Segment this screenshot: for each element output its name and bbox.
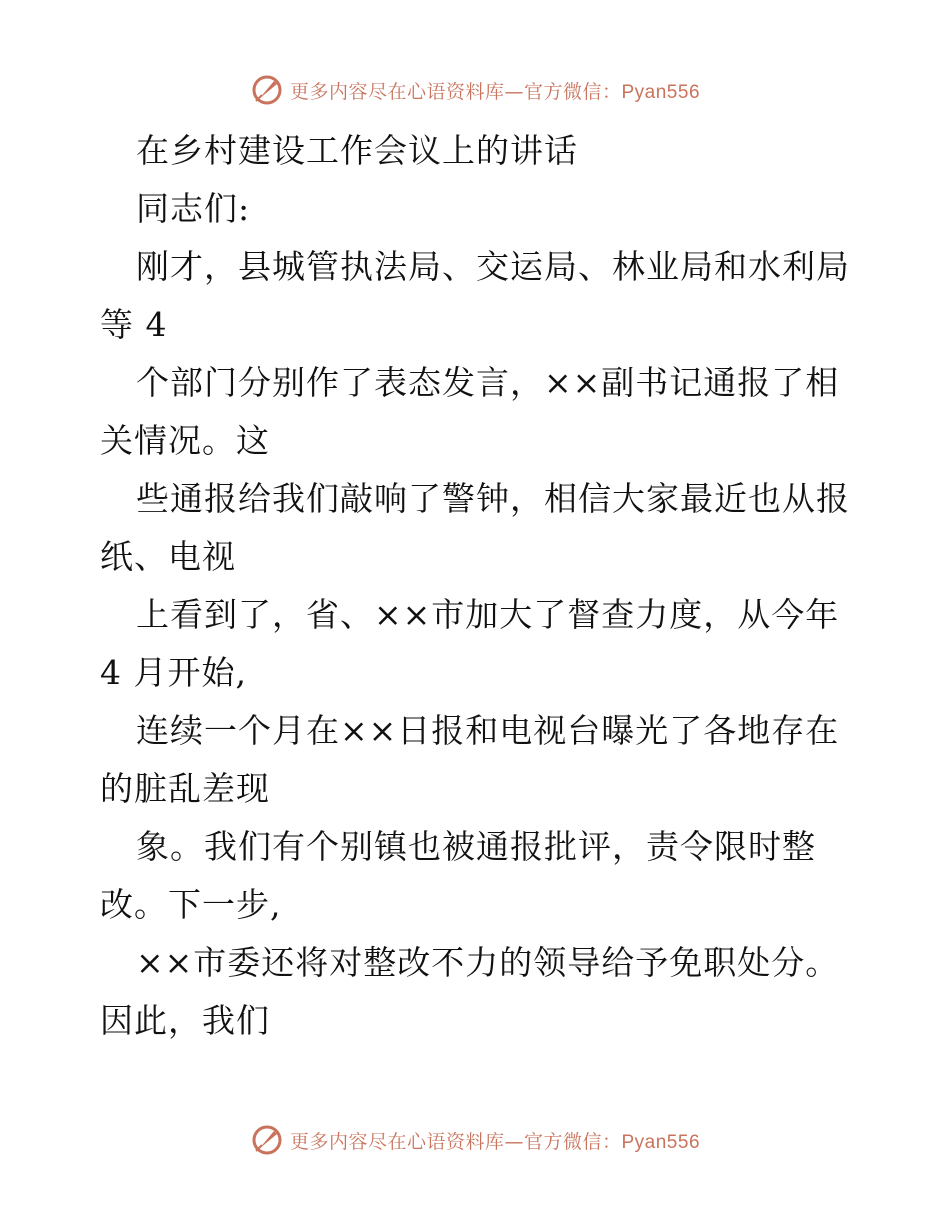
text-line: 上看到了，省、××市加大了督查力度，从今年 — [136, 595, 840, 634]
document-body — [100, 122, 860, 1050]
text-line: 关情况。这 — [100, 421, 270, 460]
text-line: 纸、电视 — [100, 537, 236, 576]
text-line: 等 4 — [100, 305, 168, 344]
footer-watermark — [0, 1120, 950, 1160]
text-line: 因此，我们 — [100, 1001, 270, 1040]
text-line: 4 月开始, — [100, 653, 247, 692]
text-line: 在乡村建设工作会议上的讲话 — [136, 131, 578, 170]
header-watermark — [0, 70, 950, 110]
text-line: 的脏乱差现 — [100, 769, 270, 808]
quill-logo-icon — [250, 73, 284, 107]
text-line: 连续一个月在××日报和电视台曝光了各地存在 — [136, 711, 840, 750]
quill-logo-icon — [250, 1123, 284, 1157]
text-line: 改。下一步, — [100, 885, 282, 924]
text-line: 象。我们有个别镇也被通报批评，责令限时整 — [136, 827, 816, 866]
text-line: 刚才，县城管执法局、交运局、林业局和水利局 — [136, 247, 850, 286]
watermark-text: 更多内容尽在心语资料库—官方微信：Pyan556 — [289, 1130, 701, 1153]
text-line: ××市委还将对整改不力的领导给予免职处分。 — [136, 943, 840, 982]
watermark-text: 更多内容尽在心语资料库—官方微信：Pyan556 — [289, 80, 701, 103]
text-line: 个部门分别作了表态发言，××副书记通报了相 — [136, 363, 840, 402]
text-line: 同志们: — [136, 189, 251, 228]
text-line: 些通报给我们敲响了警钟，相信大家最近也从报 — [136, 479, 850, 518]
